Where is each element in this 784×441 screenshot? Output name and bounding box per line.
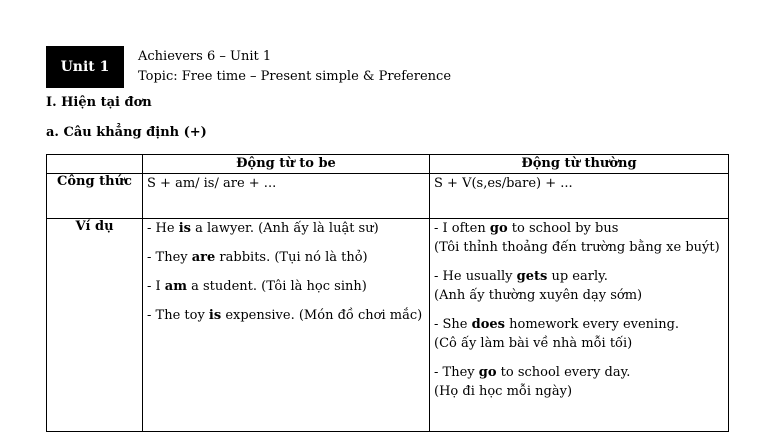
unit-badge: Unit 1 — [46, 46, 124, 88]
example-item: - I often go to school by bus (Tôi thỉnh thoảng đến trường bằng xe buýt) — [434, 219, 724, 257]
formula-label: Công thức — [47, 174, 143, 219]
grammar-table — [46, 154, 729, 432]
examples-to-be — [143, 219, 430, 432]
section-title: I. Hiện tại đơn — [46, 95, 152, 110]
document-header — [138, 47, 451, 87]
example-item: - I am a student. (Tôi là học sinh) — [147, 279, 367, 294]
formula-regular: S + V(s,es/bare) + ... — [430, 174, 729, 219]
example-item: - He is a lawyer. (Anh ấy là luật sư) — [147, 221, 379, 236]
header-to-be: Động từ to be — [143, 155, 430, 174]
formula-row — [47, 174, 729, 219]
example-translation: (Tôi thỉnh thoảng đến trường bằng xe buýt) — [434, 240, 720, 255]
examples-label: Ví dụ — [47, 219, 143, 432]
example-translation: (Cô ấy làm bài về nhà mỗi tối) — [434, 336, 633, 351]
table-header-row — [47, 155, 729, 174]
example-item: - He usually gets up early. (Anh ấy thường xuyên dạy sớm) — [434, 267, 724, 305]
example-item: - The toy is expensive. (Món đồ chơi mắc) — [147, 308, 423, 323]
formula-to-be: S + am/ is/ are + ... — [143, 174, 430, 219]
example-item: - They go to school every day. (Họ đi học mỗi ngày) — [434, 363, 724, 401]
example-translation: (Họ đi học mỗi ngày) — [434, 384, 573, 399]
sub-title: a. Câu khẳng định (+) — [46, 125, 207, 140]
course-title: Achievers 6 – Unit 1 — [138, 49, 272, 64]
examples-regular — [430, 219, 729, 432]
header-empty — [47, 155, 143, 174]
example-item: - They are rabbits. (Tụi nó là thỏ) — [147, 250, 368, 265]
example-translation: (Anh ấy thường xuyên dạy sớm) — [434, 288, 643, 303]
topic-line: Topic: Free time – Present simple & Preference — [138, 69, 452, 84]
examples-row — [47, 219, 729, 432]
header-regular-verb: Động từ thường — [430, 155, 729, 174]
example-item: - She does homework every evening. (Cô ấy làm bài về nhà mỗi tối) — [434, 315, 724, 353]
